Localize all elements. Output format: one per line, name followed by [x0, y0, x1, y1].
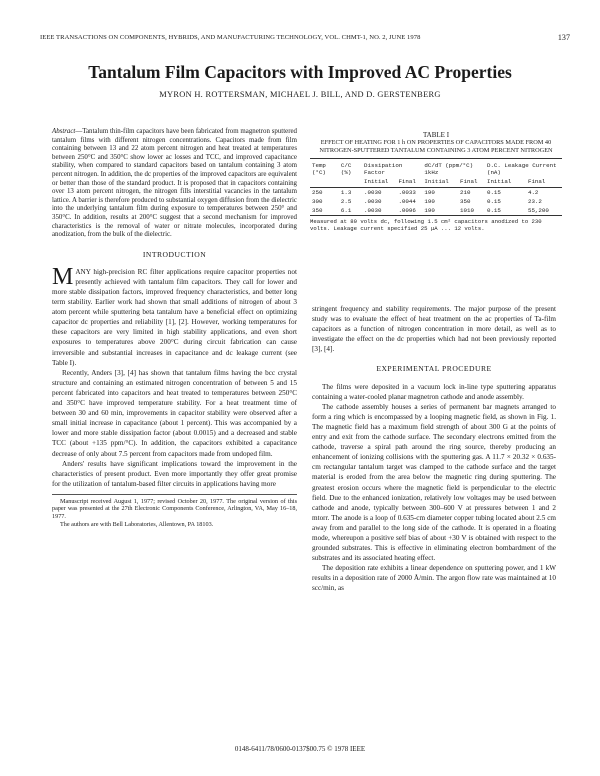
abstract-text: —Tantalum thin-film capacitors have been fabricated from magnetron sputtered tantalum films with different nitrogen concentrations. Capacitors made from film containing between 13 and 22 atom percent nitrogen and heat treated at temperatures between 250°C and 350°C show lower ac losses and TCC, and improved capacitance stability, when compared to standard capacitors based on tantalum containing 3 atom percent nitrogen. In addition, the dc properties of the improved capacitors are equivalent or better than those of the standard product. It is proposed that in capacitors containing over 13 atom percent nitrogen, the nitrogen fills interstitial vacancies in the tantalum lattice. A barrier is therefore produced to substantial oxygen diffusion from the dielectric into the underlying tantalum film during exposure to temperatures between 250° and 350°C. In addition, results at 200°C suggest that a second mechanism for improved characteristics is the removal of water or nitrate molecules, incorporated during anodization, from the bulk of the dielectric.	[52, 128, 297, 239]
table-cell: 55,200	[527, 207, 549, 215]
right-paragraph-0: stringent frequency and stability requirements. The major purpose of the present study was to evaluate the effect of heat treatment on the ac properties of Ta-film capacitors as a function of nitrogen concentration in more detail, as well as to investigate the effect on the dc properties which had not been previously reported [3], [4].	[312, 305, 556, 354]
header-leakage: D.C. Leakage Current (nA)	[486, 162, 557, 177]
left-column	[52, 128, 297, 528]
data-table	[310, 158, 562, 216]
table-cell: 4.2	[527, 189, 539, 197]
subheader-cell	[339, 177, 362, 188]
intro-paragraph-3: Anders' results have significant implications toward the improvement in the characteristics of present product. Even more importantly they offer great promise for the utilization of tantalum-based filter circuits in applications having more	[52, 459, 297, 488]
right-paragraph-1: The films were deposited in a vacuum lock in-line type sputtering apparatus containing a water-cooled planar magnetron cathode and anode assembly.	[312, 382, 556, 401]
table-note: Measured at 80 volts dc, following 1.5 cm² capacitors anodized to 230 volts. Leakage current specified 25 μA ... 12 volts.	[310, 218, 542, 233]
table-cell: 190	[424, 207, 435, 215]
right-column	[312, 304, 556, 594]
footnote-manuscript: Manuscript received August 1, 1977; revised October 20, 1977. The original version of this paper was presented at the 27th Electronic Components Conference, Arlington, VA, May 16–18, 1977.	[52, 497, 297, 521]
table-cell: 1010	[460, 207, 474, 215]
subheader-cell: Initial	[422, 177, 458, 188]
table-cell: 300	[312, 198, 323, 206]
table-cell: 350	[460, 198, 471, 206]
table-cell: 350	[312, 207, 323, 215]
intro-paragraph-1	[52, 263, 297, 368]
introduction-heading: INTRODUCTION	[142, 249, 207, 259]
table-cell: .0096	[398, 207, 416, 215]
table-cell: .0030	[364, 198, 382, 206]
right-paragraph-3: The deposition rate exhibits a linear dependence on sputtering power, and 1 kW results in a deposition rate of 2000 Å/min. The argon flow rate was maintained at 10 scc/min, as	[312, 564, 556, 593]
abstract	[52, 128, 297, 240]
table-cell: 250	[312, 189, 323, 197]
table-row	[310, 188, 562, 198]
subheader-cell: Initial	[485, 177, 526, 188]
table-cell: 23.2	[527, 198, 542, 206]
table-cell: 190	[424, 198, 435, 206]
drop-cap: M	[52, 263, 74, 290]
table-cell: .0033	[398, 189, 416, 197]
page-number: 137	[557, 33, 570, 42]
subheader-cell: Initial	[362, 177, 396, 188]
header-cap-change: C/C (%)	[340, 162, 352, 177]
subheader-cell	[310, 177, 339, 188]
paper-title: Tantalum Film Capacitors with Improved AC Properties	[88, 62, 512, 82]
header-tcc: dC/dT (ppm/°C) 1kHz	[424, 162, 474, 177]
author-list: MYRON H. ROTTERSMAN, MICHAEL J. BILL, AND D. GERSTENBERG	[159, 90, 441, 99]
table-row	[310, 206, 562, 216]
table-subheader-row	[310, 177, 562, 188]
subheader-cell: Final	[526, 177, 562, 188]
table-cell: 0.15	[486, 207, 501, 215]
table-cell: .0030	[364, 189, 382, 197]
table-caption: EFFECT OF HEATING FOR 1 h ON PROPERTIES OF CAPACITORS MADE FROM 40 NITROGEN-SPUTTERED TANTALUM CONTAINING 3 ATOM PERCENT NITROGEN	[319, 139, 553, 154]
table-cell: .0030	[364, 207, 382, 215]
table-row	[310, 197, 562, 206]
abstract-label: Abstract	[52, 128, 76, 135]
intro-paragraph-2: Recently, Anders [3], [4] has shown that tantalum films having the bcc crystal structure and containing an estimated nitrogen concentration of between 5 and 15 percent fabricated into capacitors and heat treated to temperatures between 250°C and 350°C have improved temperature stability. For a heat treatment time of between 30 and 60 min, improvements in capacitor stability were observed after a small initial increase in capacitance (about 1 percent). This was accompanied by a lower and more stable dissipation factor (about 0.0015) and a decreased and stable TCC (about +135 ppm/°C). In addition, the capacitors exhibited a capacitance decrease of only about 7.5 percent from capacitors made from undoped film.	[52, 368, 297, 458]
table-cell: 210	[460, 189, 471, 197]
experimental-heading: EXPERIMENTAL PROCEDURE	[376, 364, 492, 374]
table-cell: 190	[424, 189, 435, 197]
right-paragraph-2: The cathode assembly houses a series of permanent bar magnets arranged to form a ring which is encompassed by a looping magnetic field, as shown in Fig. 1. The magnetic field has a maximum field strength of about 300 G at the points of entry and exit from the cathode surface. The secondary electrons emitted from the cathode, traverse a spiral path around the ring source, thereby producing an enhancement of ionizing collisions with the sputtering gas. A 11.7 × 20.32 × 0.635-cm rectangular tantalum target was clamped to the cathode surface and the target material is eroded from the area below the magnetic ring during sputtering. The greatest erosion occurs where the magnetic field is perpendicular to the electric field. Due to the enhanced ionization, relatively low voltages may be used between cathode and anode, typically between 300–600 V at pressures between 1 and 2 mtorr. The anode is a loop of 0.635-cm diameter copper tubing located about 2.5 cm away from and parallel to the long side of the cathode. It is operated in a floating mode, whereupon a positive self bias of about +30 V is obtained with respect to the grounded substrates. This is effective in eliminating electron bombardment of the substrates and its associated heating effect.	[312, 402, 556, 563]
table-cell: 0.15	[486, 189, 501, 197]
intro-paragraph-1-text: ANY high-precision RC filter applications require capacitor properties not presently achieved with tantalum film capacitors. They call for lower and more stable dissipation factors, improved frequency characteristics, and better long term stability. Earlier work had shown that small additions of nitrogen of about 3 atom percent while sputtering beta tantalum have a beneficial effect on optimizing capacitor dc properties and reliability [1], [2]. However, working temperatures for these capacitors are very limited in high stability applications, and even short exposures to temperatures above 200°C during circuit fabrication can cause irreversible and substantial increases in capacitance and dc leakage current (see Table I).	[52, 267, 297, 367]
table-cell: 1.3	[340, 189, 352, 197]
subheader-cell: Final	[396, 177, 422, 188]
footnote	[52, 494, 297, 528]
table-1	[310, 131, 562, 232]
table-cell: 6.1	[340, 207, 352, 215]
table-label: TABLE I	[422, 131, 450, 139]
footnote-affiliation: The authors are with Bell Laboratories, Allentown, PA 18103.	[60, 520, 214, 528]
header-temp: Temp (°C)	[312, 162, 326, 177]
copyright-line: 0148-6411/78/0600-0137$00.75 © 1978 IEEE	[234, 745, 366, 753]
table-cell: 0.15	[486, 198, 501, 206]
journal-header: IEEE TRANSACTIONS ON COMPONENTS, HYBRIDS, AND MANUFACTURING TECHNOLOGY, VOL. CHMT-1, NO. 2, JUNE 1978	[40, 34, 421, 41]
running-header	[40, 34, 570, 41]
table-header-row	[310, 159, 562, 178]
table-cell: .0044	[398, 198, 416, 206]
header-dissipation: Dissipation Factor	[364, 162, 403, 177]
subheader-cell: Final	[458, 177, 485, 188]
table-cell: 2.5	[340, 198, 352, 206]
